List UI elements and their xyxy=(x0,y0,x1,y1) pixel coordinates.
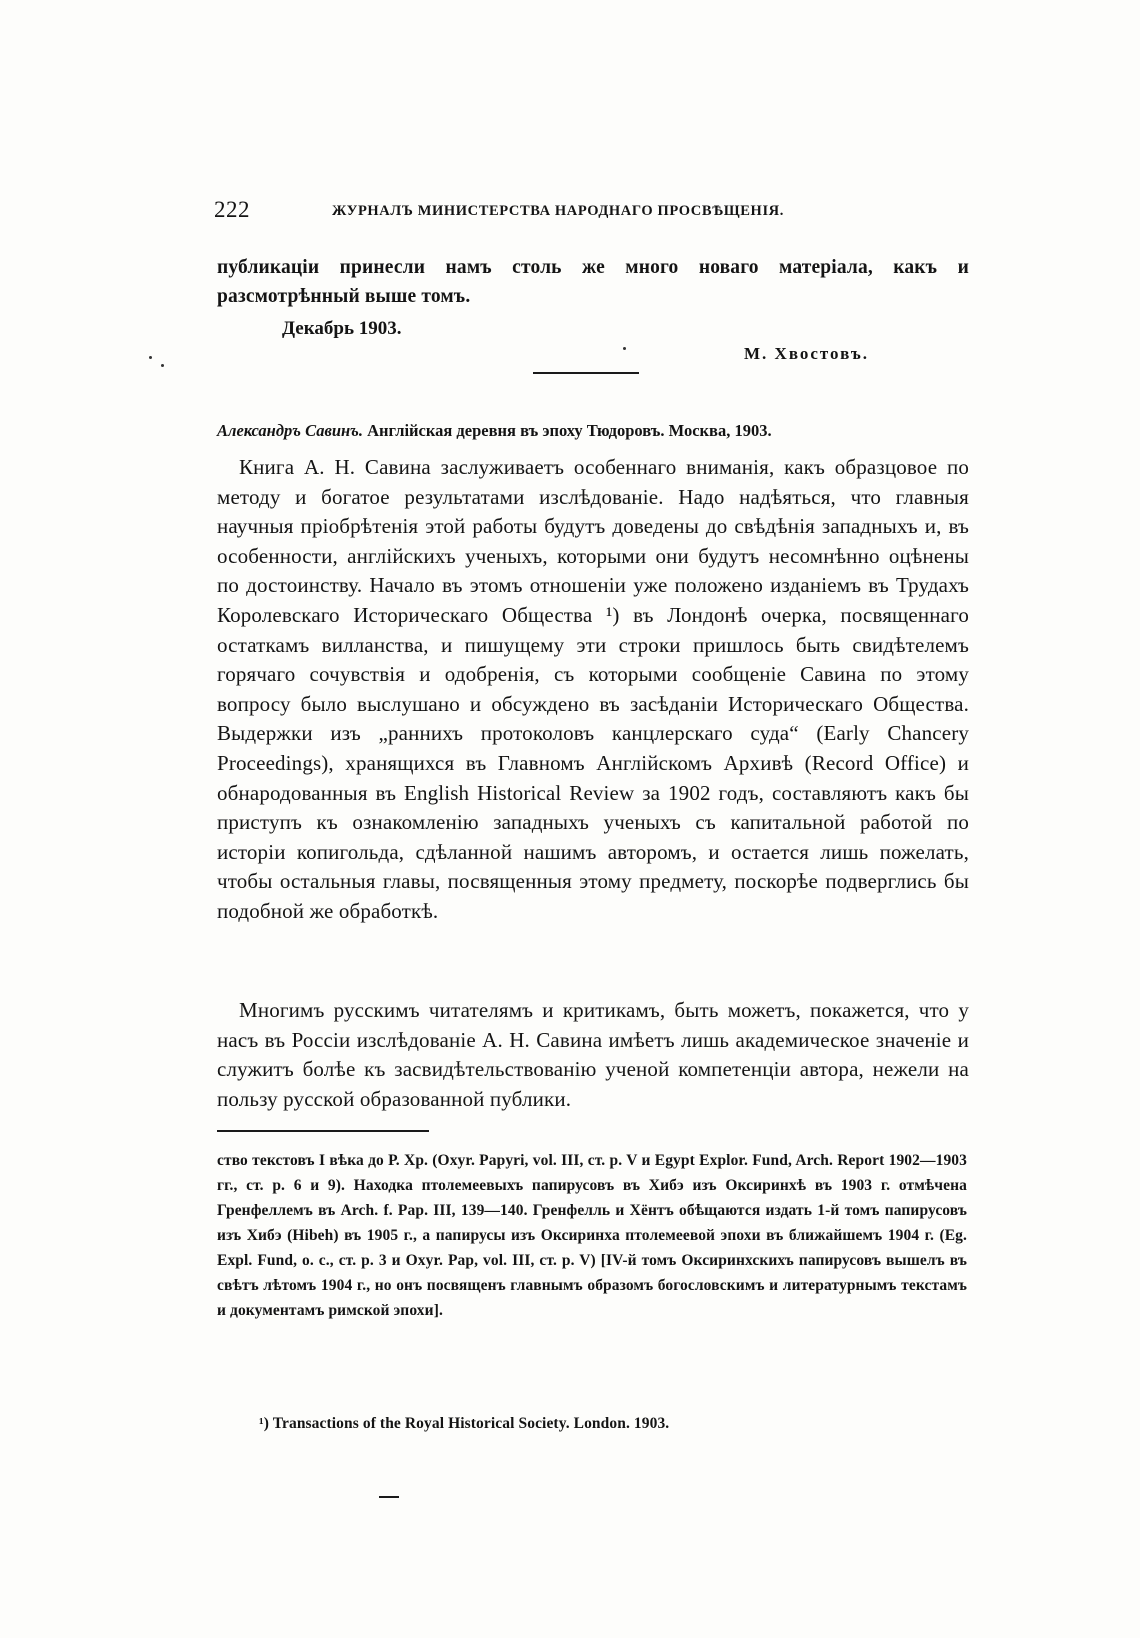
footnote-continuation: ство текстовъ I вѣка до Р. Хр. (Oxyr. Papyri, vol. III, ст. p. V и Egypt Explor. Fund, Arch. Report 1902—1903 гг., ст. p. 6 и 9). Находка птолемеевыхъ папирусовъ въ Хибэ изъ Оксиринхѣ въ 1903 г. отмѣчена Гренфеллемъ въ Arch. f. Pap. III, 139—140. Гренфелль и Хёнтъ обѣщаются издать 1-й томъ папирусовъ изъ Хибэ (Hibeh) въ 1905 г., а папирусы изъ Оксиринха птолемеевой эпохи въ ближайшемъ 1904 г. (Eg. Expl. Fund, o. c., ст. p. 3 и Oxyr. Pap, vol. III, ст. p. V) [IV-й томъ Оксиринхскихъ папирусовъ вышелъ въ свѣтъ лѣтомъ 1904 г., но онъ посвященъ главнымъ образомъ богословскимъ и литературнымъ текстамъ и документамъ римской эпохи]. xyxy=(217,1152,967,1319)
review-paragraph-2: Многимъ русскимъ читателямъ и критикамъ, быть можетъ, покажется, что у насъ въ Россіи изслѣдованіе А. Н. Савина имѣетъ лишь академическое значеніе и служитъ болѣе къ засвидѣтельствованію ученой компетенціи автора, нежели на пользу русской образованной публики. xyxy=(217,998,969,1111)
reviewer-signature: М. Хвостовъ. xyxy=(744,344,870,363)
review-paragraph-1: Книга А. Н. Савина заслуживаетъ особеннаго вниманія, какъ образцовое по методу и богатое результатами изслѣдованіе. Надо надѣяться, что главныя научныя пріобрѣтенія этой работы будутъ доведены до свѣдѣнія западныхъ и, въ особенности, англійскихъ ученыхъ, которыми они будутъ несомнѣнно оцѣнены по достоинству. Начало въ этомъ отношеніи уже положено изданіемъ въ Трудахъ Королевскаго Историческаго Общества ¹) въ Лондонѣ очерка, посвященнаго остаткамъ вилланства, и пишущему эти строки пришлось быть свидѣтелемъ горячаго сочувствія и одобренія, съ которыми сообщеніе Савина по этому вопросу было выслушано и обсуждено въ засѣданіи Историческаго Общества. Выдержки изъ „раннихъ протоколовъ канцлерскаго суда“ (Early Chancery Proceedings), хранящихся въ Главномъ Англійскомъ Архивѣ (Record Office) и обнародованныя въ English Historical Review за 1902 годъ, составляютъ какъ бы приступъ къ ознакомленію западныхъ ученыхъ съ капитальной работой по исторіи копигольда, сдѣланной нашимъ авторомъ, и остается лишь пожелать, чтобы остальныя главы, посвященныя этому предмету, поскорѣе подверглись бы подобной же обработкѣ. xyxy=(217,455,969,923)
scan-speck xyxy=(149,356,152,359)
page-header xyxy=(214,197,974,225)
review-heading xyxy=(217,421,772,441)
scan-speck xyxy=(161,364,164,367)
review-book-author: Александръ Савинъ. xyxy=(217,421,363,440)
review-book-title: Англійская деревня въ эпоху Тюдоровъ. Москва, 1903. xyxy=(363,421,772,440)
section-divider xyxy=(533,372,639,374)
running-title: ЖУРНАЛЪ МИНИСТЕРСТВА НАРОДНАГО ПРОСВѢЩЕНІЯ. xyxy=(332,203,784,219)
scan-speck xyxy=(623,347,626,350)
review-date: Декабрь 1903. xyxy=(282,318,402,339)
bottom-dash xyxy=(379,1496,399,1498)
page-number: 222 xyxy=(214,197,250,222)
footnote-1: ¹) Transactions of the Royal Historical Society. London. 1903. xyxy=(259,1415,670,1432)
footnote-divider xyxy=(217,1130,429,1132)
previous-review-continuation: публикаціи принесли намъ столь же много новаго матеріала, какъ и разсмотрѣнный выше томъ. xyxy=(217,257,969,307)
